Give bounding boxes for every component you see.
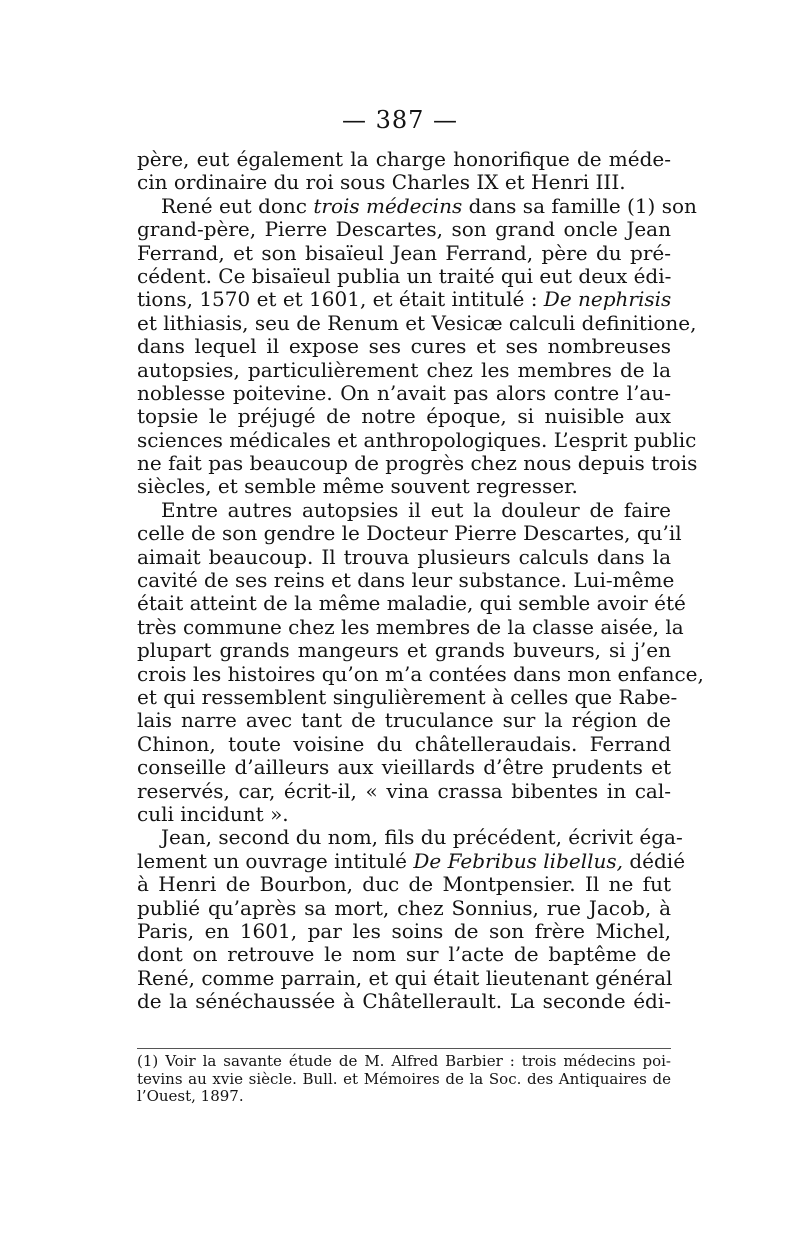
- text-line: lais narre avec tant de truculance sur la région de: [137, 708, 671, 733]
- text-line: cin ordinaire du roi sous Charles IX et Henri III.: [137, 170, 626, 195]
- text-line: siècles, et semble même souvent regresser.: [137, 474, 578, 499]
- footnotes: [137, 1048, 671, 1106]
- text-line: Jean, second du nom, fils du précédent, écrivit éga-: [161, 825, 683, 850]
- text-line: Chinon, toute voisine du châtelleraudais. Ferrand: [137, 731, 671, 756]
- text-line: culi incidunt ».: [137, 801, 289, 826]
- text-line: Paris, en 1601, par les soins de son frère Michel,: [137, 918, 671, 943]
- text-line: celle de son gendre le Docteur Pierre Descartes, qu’il: [137, 521, 682, 546]
- text-line: et lithiasis, seu de Renum et Vesicæ calculi definitione,: [137, 310, 697, 335]
- text-line: cédent. Ce bisaïeul publia un traité qui eut deux édi-: [137, 263, 672, 288]
- text-line: dont on retrouve le nom sur l’acte de baptême de: [137, 942, 671, 967]
- italic-span: De Febribus libellus,: [413, 848, 623, 873]
- text-line: cavité de ses reins et dans leur substance. Lui-même: [137, 568, 675, 593]
- text-line: très commune chez les membres de la classe aisée, la: [137, 614, 684, 639]
- italic-span: trois médecins: [313, 193, 463, 218]
- text-line: sciences médicales et anthropologiques. L’esprit public: [137, 427, 697, 452]
- text-line: topsie le préjugé de notre époque, si nuisible aux: [137, 404, 671, 429]
- text-line: reservés, car, écrit-il, « vina crassa bibentes in cal-: [137, 778, 671, 803]
- text-line: Entre autres autopsies il eut la douleur de faire: [161, 497, 671, 522]
- italic-span: De nephrisis: [543, 287, 672, 312]
- text-line: René, comme parrain, et qui était lieutenant général: [137, 965, 673, 990]
- text-line: autopsies, particulièrement chez les membres de la: [137, 357, 671, 382]
- footnote-line: l’Ouest, 1897.: [137, 1087, 244, 1105]
- text-line: plupart grands mangeurs et grands buveurs, si j’en: [137, 638, 671, 663]
- text-line: Ferrand, et son bisaïeul Jean Ferrand, père du pré-: [137, 240, 671, 265]
- text-line: tions, 1570 et et 1601, et était intitulé : De nephrisis: [137, 287, 672, 312]
- text-line: et qui ressemblent singulièrement à celles que Rabe-: [137, 684, 678, 709]
- text-line: de la sénéchaussée à Châtellerault. La seconde édi-: [137, 989, 671, 1014]
- text-line: ne fait pas beaucoup de progrès chez nous depuis trois: [137, 451, 698, 476]
- text-line: René eut donc trois médecins dans sa famille (1) son: [161, 193, 697, 218]
- footnote-line: (1) Voir la savante étude de M. Alfred Barbier : trois médecins poi-: [137, 1052, 671, 1070]
- text-line: crois les histoires qu’on m’a contées dans mon enfance,: [137, 661, 704, 686]
- text-line: lement un ouvrage intitulé De Febribus libellus, dédié: [137, 848, 686, 873]
- text-line: publié qu’après sa mort, chez Sonnius, rue Jacob, à: [137, 895, 671, 920]
- footnote-line: tevins au xvie siècle. Bull. et Mémoires de la Soc. des Antiquaires de: [137, 1069, 671, 1088]
- text-line: dans lequel il expose ses cures et ses nombreuses: [137, 334, 671, 359]
- text-line: père, eut également la charge honorifique de méde-: [137, 147, 671, 171]
- text-line: conseille d’ailleurs aux vieillards d’être prudents et: [137, 755, 671, 780]
- text-line: à Henri de Bourbon, duc de Montpensier. Il ne fut: [137, 872, 671, 897]
- text-line: était atteint de la même maladie, qui semble avoir été: [137, 591, 686, 616]
- text-line: aimait beaucoup. Il trouva plusieurs calculs dans la: [137, 544, 671, 569]
- text-line: grand-père, Pierre Descartes, son grand oncle Jean: [137, 217, 671, 242]
- page-number: — 387 —: [341, 106, 459, 134]
- body-text: [137, 147, 704, 1014]
- text-line: noblesse poitevine. On n’avait pas alors contre l’au-: [137, 380, 671, 405]
